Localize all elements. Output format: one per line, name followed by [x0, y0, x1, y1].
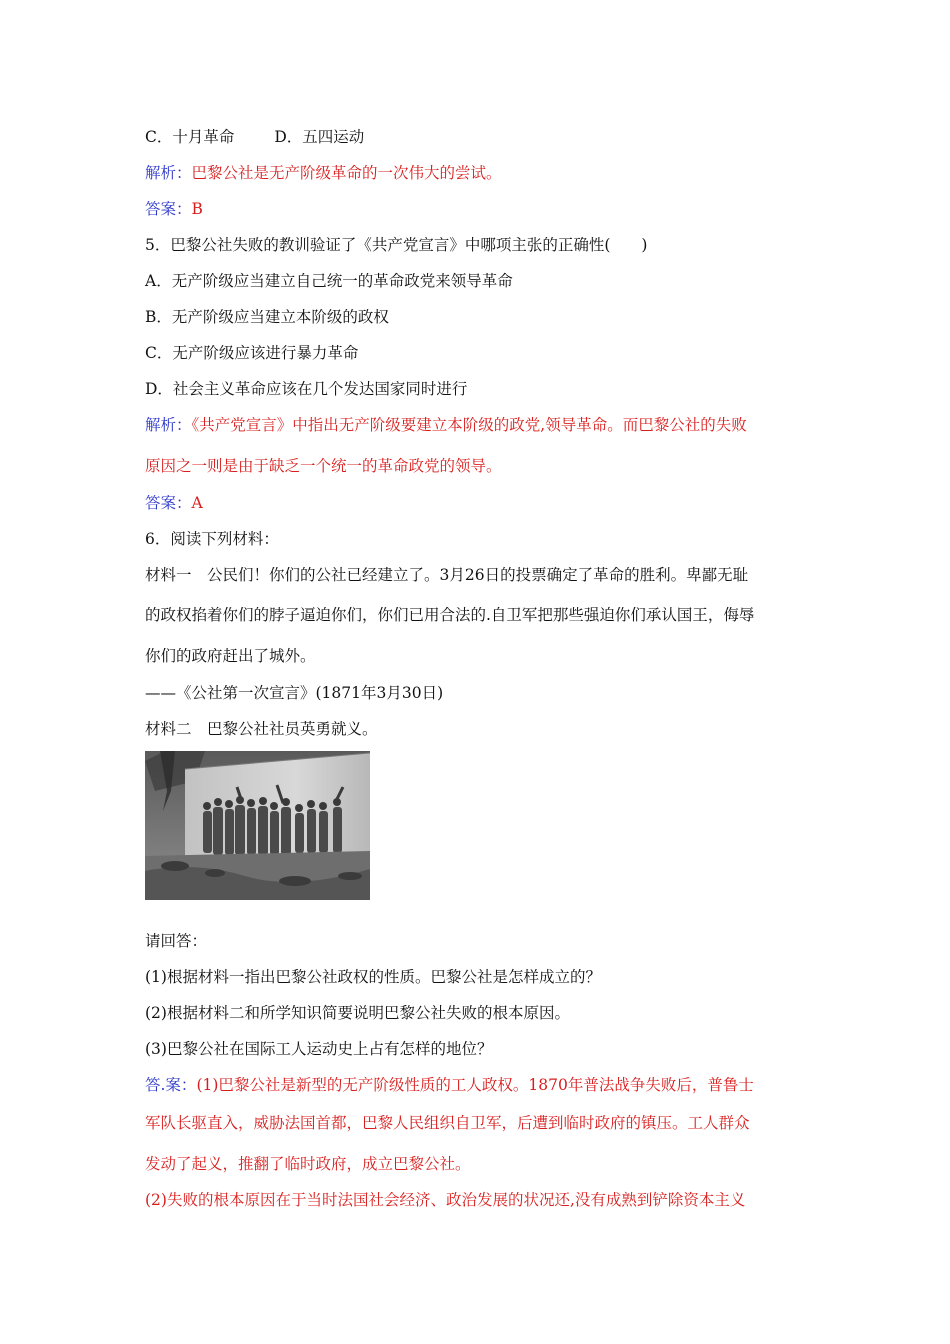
q4-answer [145, 199, 203, 219]
material-two: 材料二 巴黎公社社员英勇就义。 [145, 720, 378, 738]
q5-option-a: A．无产阶级应当建立自己统一的革命政党来领导革命 [145, 272, 513, 290]
q4-option-c: C．十月革命 [145, 128, 235, 146]
q5-option-c: C．无产阶级应该进行暴力革命 [145, 344, 359, 362]
answer-text: B [191, 200, 203, 218]
q4-analysis [145, 163, 502, 183]
answer-label: 答案： [145, 494, 192, 512]
communards-execution-photo [145, 751, 370, 900]
q4-options [145, 127, 364, 147]
q5-answer [145, 493, 203, 513]
q5-option-d: D．社会主义革命应该在几个发达国家同时进行 [145, 380, 468, 398]
q6-answer [145, 1075, 754, 1095]
answer-prompt: 请回答： [145, 932, 208, 950]
q5-option-b: B．无产阶级应当建立本阶级的政权 [145, 308, 389, 326]
q6-answer-line-4: (2)失败的根本原因在于当时法国社会经济、政治发展的状况还,没有成熟到铲除资本主义 [145, 1191, 746, 1209]
q5-analysis-continued: 原因之一则是由于缺乏一个统一的革命政党的领导。 [145, 457, 502, 475]
q6-answer-line-2: 军队长驱直入，威胁法国首都，巴黎人民组织自卫军，后遭到临时政府的镇压。工人群众 [145, 1114, 750, 1132]
subquestion-3: (3)巴黎公社在国际工人运动史上占有怎样的地位？ [145, 1040, 493, 1058]
q6-intro: 6．阅读下列材料： [145, 530, 279, 548]
analysis-label: 解析： [145, 164, 192, 182]
analysis-text: 巴黎公社是无产阶级革命的一次伟大的尝试。 [191, 164, 502, 182]
material-one-line-1: 材料一 公民们！你们的公社已经建立了。3月26日的投票确定了革命的胜利。卑鄙无耻 [145, 566, 749, 584]
analysis-text: 《共产党宣言》中指出无产阶级要建立本阶级的政党,领导革命。而巴黎公社的失败 [191, 416, 747, 434]
material-one-line-3: 你们的政府赶出了城外。 [145, 647, 316, 665]
material-one-source: ——《公社第一次宣言》(1871年3月30日) [145, 684, 444, 702]
material-one-line-2: 的政权掐着你们的脖子逼迫你们，你们已用合法的.自卫军把那些强迫你们承认国王，侮辱 [145, 606, 755, 624]
q5-question: 5．巴黎公社失败的教训验证了《共产党宣言》中哪项主张的正确性( ) [145, 236, 648, 254]
answer-label: 答.案： [145, 1076, 197, 1094]
subquestion-1: (1)根据材料一指出巴黎公社政权的性质。巴黎公社是怎样成立的？ [145, 968, 601, 986]
q4-option-d: D．五四运动 [274, 128, 365, 146]
answer-text: A [191, 494, 203, 512]
subquestion-2: (2)根据材料二和所学知识简要说明巴黎公社失败的根本原因。 [145, 1004, 570, 1022]
answer-text: (1)巴黎公社是新型的无产阶级性质的工人政权。1870年普法战争失败后，普鲁士 [196, 1076, 754, 1094]
answer-label: 答案： [145, 200, 192, 218]
q5-analysis [145, 415, 747, 435]
q6-answer-line-3: 发动了起义，推翻了临时政府，成立巴黎公社。 [145, 1155, 471, 1173]
analysis-label: 解析： [145, 416, 192, 434]
